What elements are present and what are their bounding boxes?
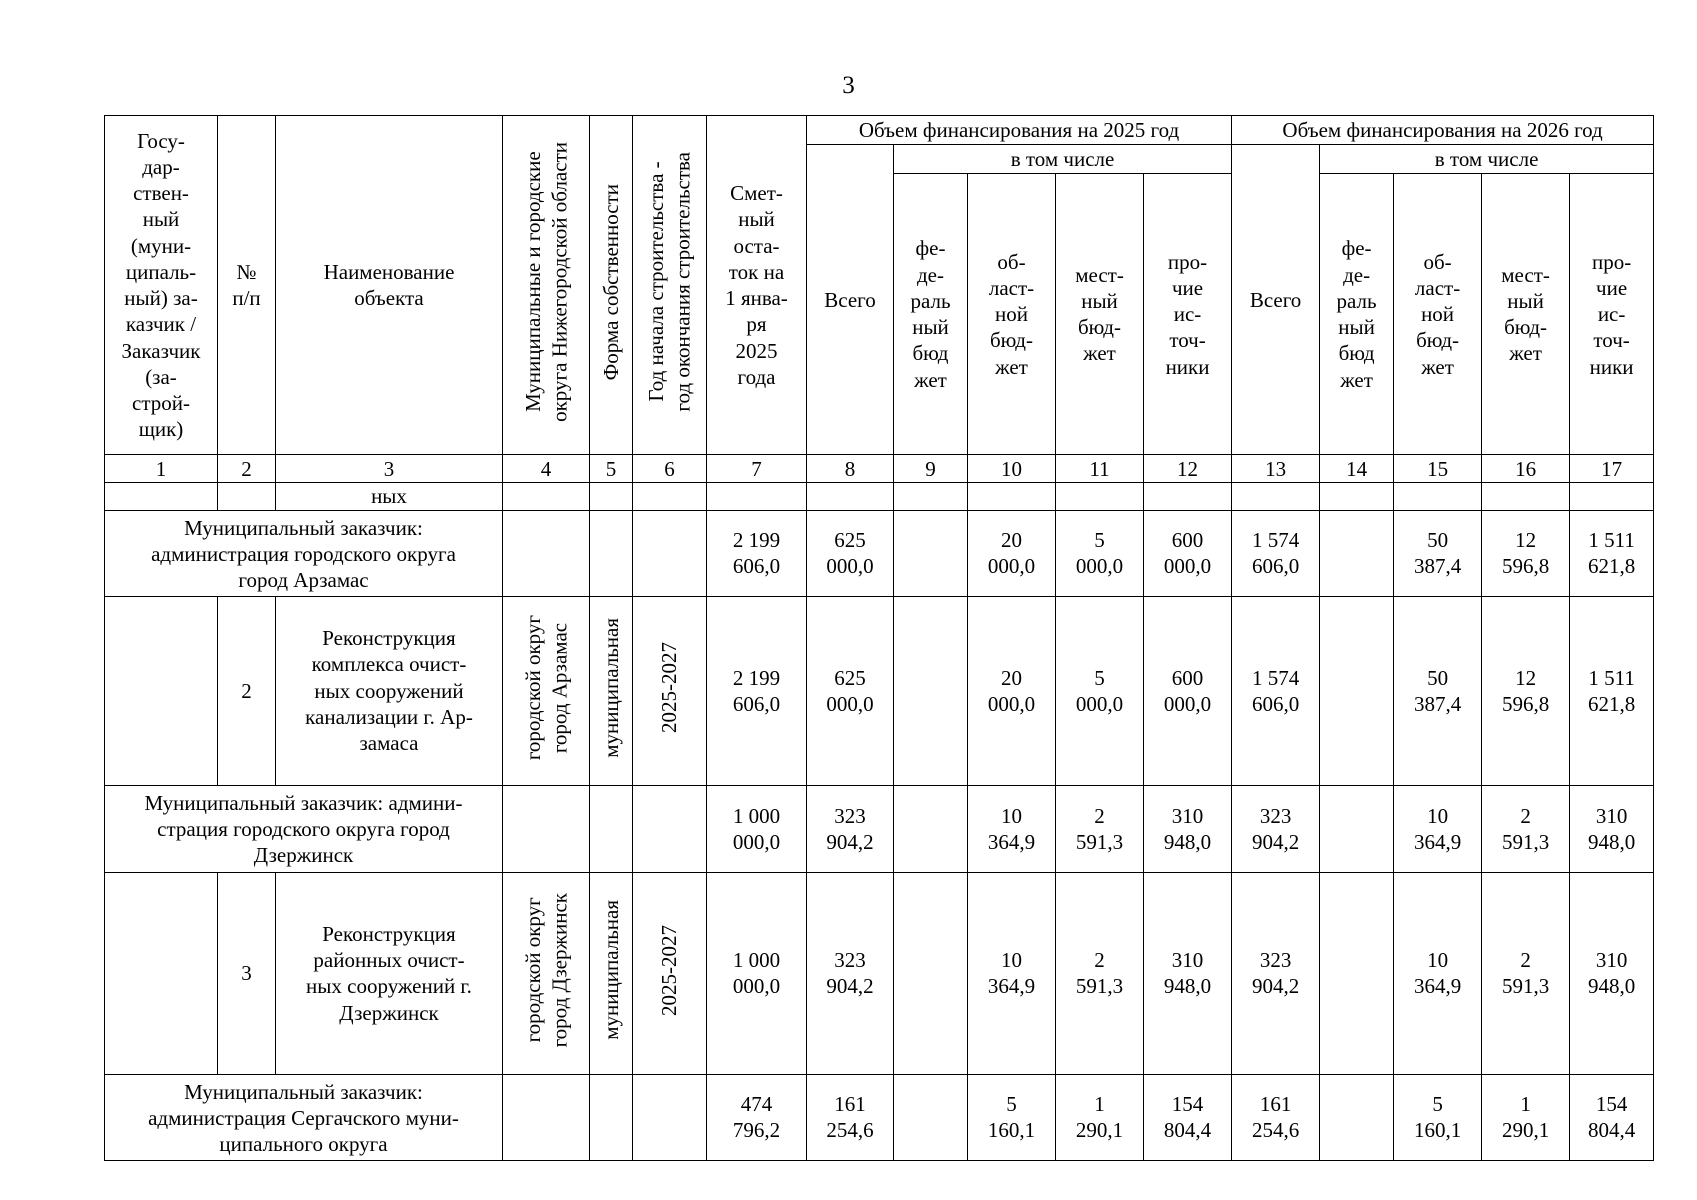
federal-2025	[894, 872, 968, 1074]
local-2025: 2 591,3	[1056, 785, 1144, 872]
total-2025: 625 000,0	[807, 596, 894, 785]
other-2025: 154 804,4	[1144, 1074, 1232, 1160]
header-regional-2026: об- ласт- ной бюд- жет	[1394, 174, 1482, 455]
total-2026: 161 254,6	[1232, 1074, 1320, 1160]
customer-name: Муниципальный заказчик: администрация городского округа город Арзамас	[105, 510, 503, 596]
federal-2025	[894, 510, 968, 596]
header-object-name: Наименование объекта	[276, 116, 503, 455]
column-number: 9	[894, 455, 968, 483]
customer-name: Муниципальный заказчик: админи- страция городского округа город Дзержинск	[105, 785, 503, 872]
total-2026: 1 574 606,0	[1232, 510, 1320, 596]
regional-2026: 10 364,9	[1394, 872, 1482, 1074]
total-2025: 625 000,0	[807, 510, 894, 596]
object-name: Реконструкция комплекса очист- ных сооружений канализации г. Ар- замаса	[276, 596, 503, 785]
header-federal-2025: фе- де- раль ный бюд жет	[894, 174, 968, 455]
column-number: 5	[590, 455, 633, 483]
header-federal-2026: фе- де- раль ный бюд жет	[1320, 174, 1394, 455]
regional-2026: 5 160,1	[1394, 1074, 1482, 1160]
header-total-2025: Всего	[807, 145, 894, 455]
federal-2026	[1320, 510, 1394, 596]
object-years: 2025-2027	[633, 872, 707, 1074]
customer-name: Муниципальный заказчик: администрация Сергачского муни- ципального округа	[105, 1074, 503, 1160]
total-2025: 323 904,2	[807, 872, 894, 1074]
column-number: 7	[707, 455, 807, 483]
other-2025: 310 948,0	[1144, 785, 1232, 872]
column-number: 2	[218, 455, 276, 483]
header-group-2025: Объем финансирования на 2025 год	[807, 116, 1232, 145]
header-district: Муниципальные и городские округа Нижегородской области	[503, 116, 590, 455]
column-number: 17	[1570, 455, 1654, 483]
regional-2025: 10 364,9	[968, 872, 1056, 1074]
object-number: 3	[218, 872, 276, 1074]
total-2025: 323 904,2	[807, 785, 894, 872]
other-2025: 600 000,0	[1144, 596, 1232, 785]
regional-2025: 20 000,0	[968, 510, 1056, 596]
financing-table	[104, 115, 1654, 1161]
customer-row	[105, 510, 1654, 596]
customer-row	[105, 785, 1654, 872]
header-other-2025: про- чие ис- точ- ники	[1144, 174, 1232, 455]
object-number: 2	[218, 596, 276, 785]
object-district: городской округ город Арзамас	[503, 596, 590, 785]
federal-2026	[1320, 1074, 1394, 1160]
continuation-text: ных	[276, 483, 503, 510]
other-2026: 154 804,4	[1570, 1074, 1654, 1160]
total-2025: 161 254,6	[807, 1074, 894, 1160]
header-row	[105, 116, 1654, 145]
regional-2026: 10 364,9	[1394, 785, 1482, 872]
federal-2025	[894, 1074, 968, 1160]
header-including-2025: в том числе	[894, 145, 1232, 174]
regional-2025: 5 160,1	[968, 1074, 1056, 1160]
local-2026: 2 591,3	[1482, 872, 1570, 1074]
header-ownership: Форма собственности	[590, 116, 633, 455]
column-number: 10	[968, 455, 1056, 483]
regional-2026: 50 387,4	[1394, 596, 1482, 785]
page-number: 3	[842, 72, 855, 99]
local-2025: 2 591,3	[1056, 872, 1144, 1074]
column-number: 13	[1232, 455, 1320, 483]
local-2025: 5 000,0	[1056, 510, 1144, 596]
local-2026: 1 290,1	[1482, 1074, 1570, 1160]
column-number: 8	[807, 455, 894, 483]
object-ownership: муниципальная	[590, 872, 633, 1074]
column-number: 16	[1482, 455, 1570, 483]
object-district: городской округ город Дзержинск	[503, 872, 590, 1074]
other-2025: 600 000,0	[1144, 510, 1232, 596]
column-number: 15	[1394, 455, 1482, 483]
object-ownership: муниципальная	[590, 596, 633, 785]
object-row	[105, 872, 1654, 1074]
object-years: 2025-2027	[633, 596, 707, 785]
other-2026: 310 948,0	[1570, 785, 1654, 872]
local-2026: 2 591,3	[1482, 785, 1570, 872]
continuation-row	[105, 483, 1654, 510]
federal-2025	[894, 596, 968, 785]
estimate-balance: 2 199 606,0	[707, 510, 807, 596]
column-number: 3	[276, 455, 503, 483]
total-2026: 1 574 606,0	[1232, 596, 1320, 785]
federal-2026	[1320, 596, 1394, 785]
local-2026: 12 596,8	[1482, 510, 1570, 596]
local-2025: 5 000,0	[1056, 596, 1144, 785]
estimate-balance: 474 796,2	[707, 1074, 807, 1160]
other-2025: 310 948,0	[1144, 872, 1232, 1074]
other-2026: 1 511 621,8	[1570, 510, 1654, 596]
estimate-balance: 2 199 606,0	[707, 596, 807, 785]
column-number: 12	[1144, 455, 1232, 483]
local-2026: 12 596,8	[1482, 596, 1570, 785]
header-customer: Госу- дар- ствен- ный (муни- ципаль- ный) за- казчик / Заказчик (за- строй- щик)	[105, 116, 218, 455]
federal-2026	[1320, 872, 1394, 1074]
column-number: 1	[105, 455, 218, 483]
local-2025: 1 290,1	[1056, 1074, 1144, 1160]
header-years: Год начала строительства - год окончания строительства	[633, 116, 707, 455]
header-regional-2025: об- ласт- ной бюд- жет	[968, 174, 1056, 455]
regional-2026: 50 387,4	[1394, 510, 1482, 596]
federal-2026	[1320, 785, 1394, 872]
header-other-2026: про- чие ис- точ- ники	[1570, 174, 1654, 455]
other-2026: 1 511 621,8	[1570, 596, 1654, 785]
column-number: 4	[503, 455, 590, 483]
object-row	[105, 596, 1654, 785]
header-estimate-balance: Смет- ный оста- ток на 1 янва- ря 2025 года	[707, 116, 807, 455]
regional-2025: 20 000,0	[968, 596, 1056, 785]
column-number: 14	[1320, 455, 1394, 483]
header-local-2025: мест- ный бюд- жет	[1056, 174, 1144, 455]
column-number-row	[105, 455, 1654, 483]
estimate-balance: 1 000 000,0	[707, 785, 807, 872]
column-number: 11	[1056, 455, 1144, 483]
header-total-2026: Всего	[1232, 145, 1320, 455]
header-local-2026: мест- ный бюд- жет	[1482, 174, 1570, 455]
header-group-2026: Объем финансирования на 2026 год	[1232, 116, 1654, 145]
customer-row	[105, 1074, 1654, 1160]
federal-2025	[894, 785, 968, 872]
estimate-balance: 1 000 000,0	[707, 872, 807, 1074]
regional-2025: 10 364,9	[968, 785, 1056, 872]
header-number: № п/п	[218, 116, 276, 455]
header-including-2026: в том числе	[1320, 145, 1654, 174]
total-2026: 323 904,2	[1232, 785, 1320, 872]
column-number: 6	[633, 455, 707, 483]
total-2026: 323 904,2	[1232, 872, 1320, 1074]
other-2026: 310 948,0	[1570, 872, 1654, 1074]
object-name: Реконструкция районных очист- ных сооружений г. Дзержинск	[276, 872, 503, 1074]
